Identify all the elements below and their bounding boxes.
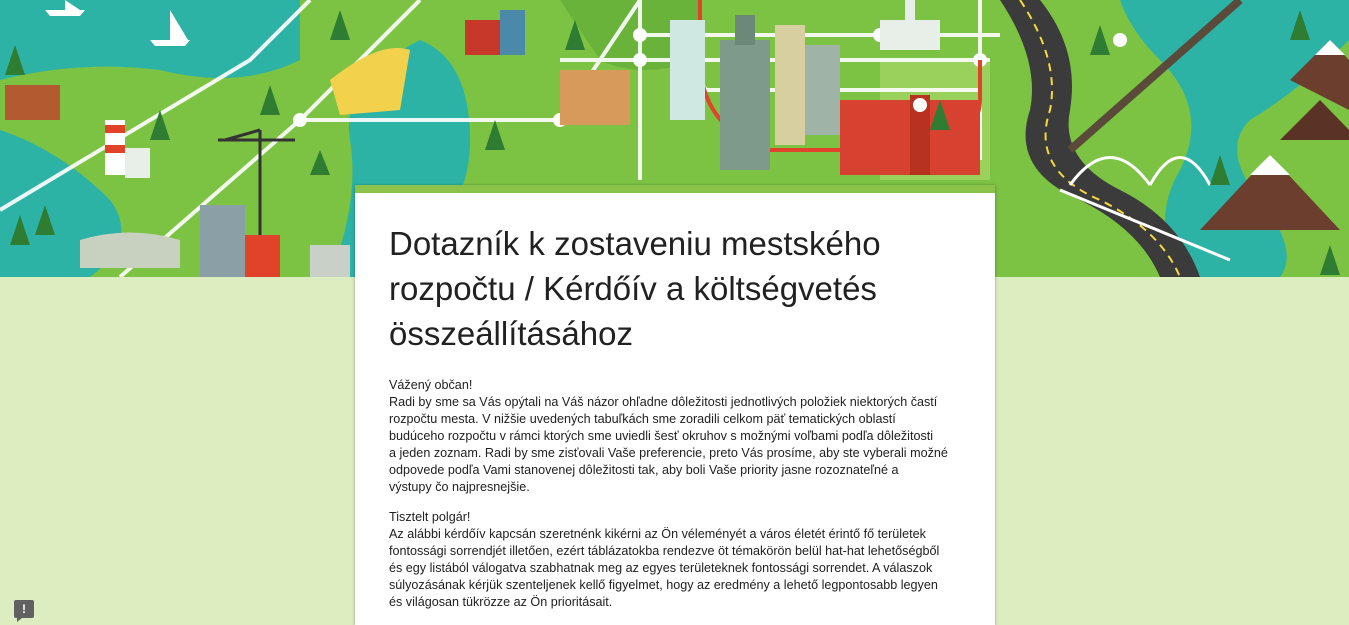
- report-abuse-button[interactable]: [14, 600, 34, 618]
- description-line: a jeden zoznam. Radi by sme zisťovali Vaše preferencie, preto Vás prosíme, aby ste vyberali možné: [389, 446, 948, 460]
- description-line: fontossági sorrendjét illetően, ezért táblázatokba rendezve öt témakörön belül hat-hat lehetőségből: [389, 544, 940, 558]
- description-line: rozpočtu mesta. V nižšie uvedených tabuľkách sme zoradili celkom päť tematických oblastí: [389, 412, 896, 426]
- description-line: súlyozásának kérjük szenteljenek kellő figyelmet, hogy az eredmény a lehető legpontosabb legyen: [389, 578, 938, 592]
- form-title-line-1: Dotazník k zostaveniu mestského: [389, 225, 881, 262]
- description-line: és világosan tükrözze az Ön prioritásait.: [389, 595, 613, 609]
- description-line: odpovede podľa Vami stanovenej dôležitosti tak, aby boli Vaše priority jasne rozoznateľné a: [389, 463, 899, 477]
- exclamation-icon: !: [22, 602, 26, 616]
- form-title: [389, 221, 949, 356]
- description-line: Tisztelt polgár!: [389, 510, 471, 524]
- description-line: Radi by sme sa Vás opýtali na Váš názor ohľadne dôležitosti jednotlivých položiek niektorých častí: [389, 395, 938, 409]
- description-line: és egy listából válogatva szabhatnak meg az egyes területeknek fontossági sorrendet. A válaszok: [389, 561, 933, 575]
- description-line: budúceho rozpočtu v rámci ktorých sme uviedli šesť okruhov s možnými voľbami podľa dôležitosti: [389, 429, 934, 443]
- form-description-slovak: [389, 377, 961, 496]
- form-title-line-2: rozpočtu / Kérdőív a költségvetés: [389, 270, 877, 307]
- description-line: Az alábbi kérdőív kapcsán szeretnénk kikérni az Ön véleményét a város életét érintő fő területek: [389, 527, 926, 541]
- form-title-line-3: összeállításához: [389, 315, 633, 352]
- form-description-hungarian: [389, 509, 961, 611]
- description-line: výstupy čo najpresnejšie.: [389, 480, 530, 494]
- description-line: Vážený občan!: [389, 378, 473, 392]
